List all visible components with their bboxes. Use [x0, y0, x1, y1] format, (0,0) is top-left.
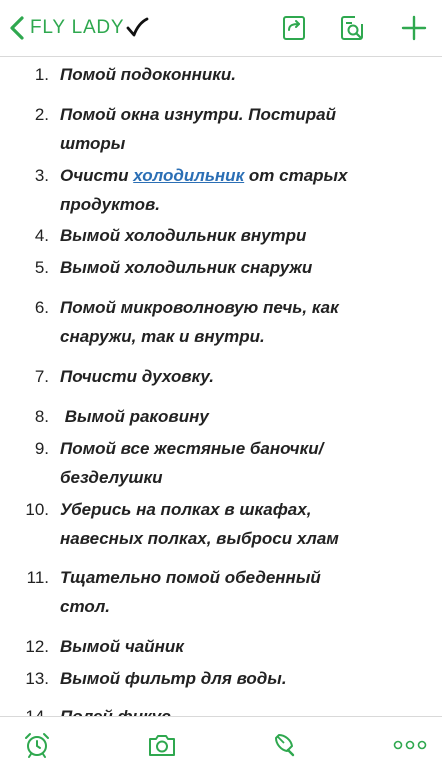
share-note-button[interactable]: [278, 12, 310, 44]
list-item-number: 4.: [34, 226, 49, 245]
more-icon: [393, 740, 427, 750]
list-item-number: 9.: [34, 439, 49, 458]
list-item-text: Вымой чайник: [60, 637, 184, 656]
back-button[interactable]: [8, 12, 148, 44]
list-item-number: 5.: [34, 258, 49, 277]
note-title: FLY LADY: [30, 17, 125, 38]
list-item-text: Вымой холодильник снаружи: [60, 258, 313, 277]
camera-icon: [147, 731, 177, 759]
draw-button[interactable]: [270, 730, 300, 760]
list-item-text: Уберись на полках в шкафах, навесных полках, выброси хлам: [60, 500, 339, 548]
fridge-link[interactable]: холодильник: [133, 166, 245, 185]
list-item-number: 13.: [25, 669, 49, 688]
search-in-note-button[interactable]: [336, 12, 368, 44]
add-button[interactable]: [398, 12, 430, 44]
share-note-icon: [280, 14, 308, 42]
list-item-text: Тщательно помой обеденный стол.: [60, 568, 321, 616]
reminder-button[interactable]: [22, 730, 52, 760]
list-item-text: Помой подоконники.: [60, 65, 236, 84]
list-item-text-after: от старых продуктов.: [60, 166, 348, 214]
add-icon: [401, 15, 427, 41]
list-item-number: 12.: [25, 637, 49, 656]
pen-icon: [271, 731, 299, 759]
more-button[interactable]: [392, 730, 428, 760]
list-item-number: 7.: [34, 367, 49, 386]
checkmark-icon: [126, 17, 148, 39]
list-item-number: 2.: [34, 105, 49, 124]
list-item-number: 8.: [34, 407, 49, 426]
top-toolbar: [0, 0, 442, 57]
alarm-clock-icon: [23, 731, 51, 759]
list-item-text: [60, 161, 360, 219]
search-in-note-icon: [338, 14, 366, 42]
list-item-number: 1.: [34, 65, 49, 84]
camera-button[interactable]: [147, 730, 177, 760]
list-item-number: 6.: [34, 298, 49, 317]
list-item-text: Помой микроволновую печь, как снаружи, так и внутри.: [60, 298, 339, 346]
list-item-text: Помой все жестяные баночки/ безделушки: [60, 439, 324, 487]
list-item-number: 11.: [26, 568, 49, 587]
list-item-number: 3.: [34, 166, 49, 185]
back-chevron-icon: [8, 15, 26, 41]
list-item-text: Почисти духовку.: [60, 367, 214, 386]
list-item-text-before: Очисти: [60, 166, 134, 185]
list-item-text: Помой окна изнутри. Постирай шторы: [60, 105, 337, 153]
bottom-toolbar: [0, 716, 442, 771]
list-item-text: Вымой фильтр для воды.: [60, 669, 287, 688]
list-item-number: 10.: [25, 500, 49, 519]
note-content[interactable]: [0, 56, 442, 716]
list-item-text: Вымой холодильник внутри: [60, 226, 307, 245]
list-item-text: Вымой раковину: [60, 407, 209, 426]
